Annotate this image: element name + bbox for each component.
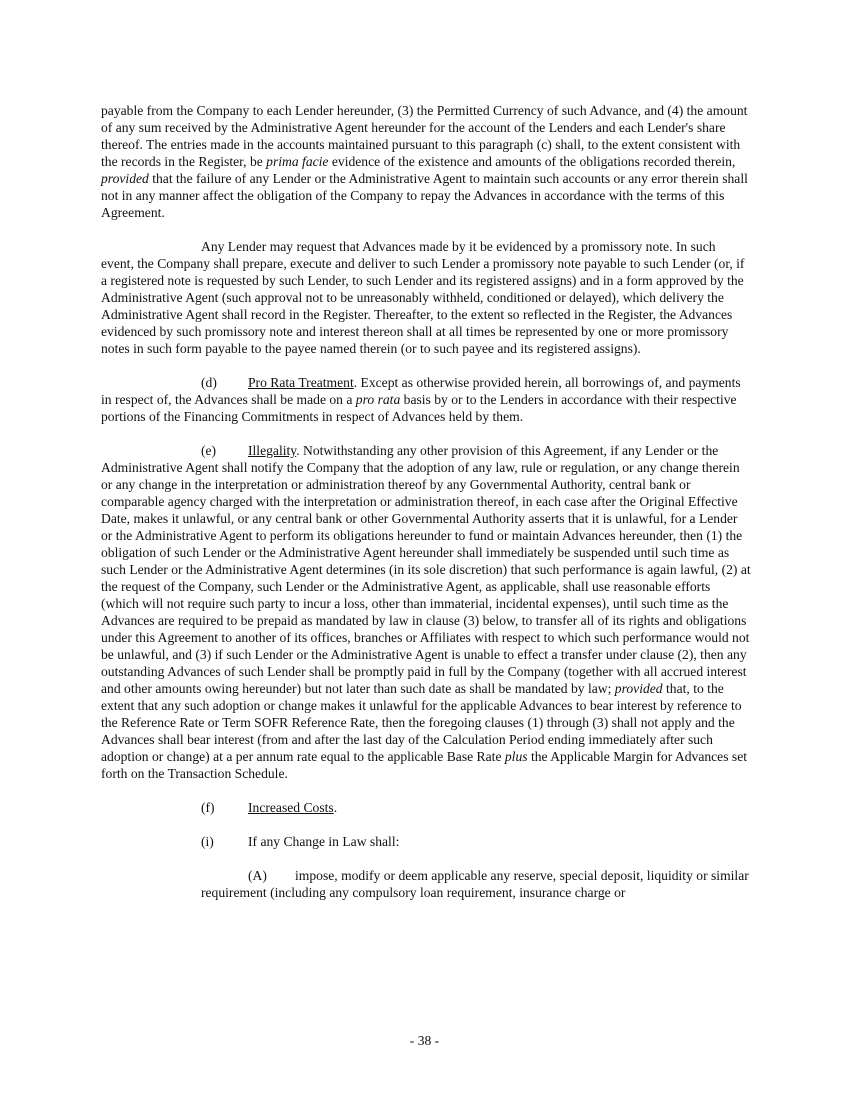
text-run: . Notwithstanding any other provision of this Agreement, if any Lender or the Administrative Agent shall notify the Company that the adoption of any law, rule or regulation, or any change therein or any change in the interpretation or administration thereof by any Governmental Authority, central bank or comparable agency charged with the interpretation or administration thereof, in each case after the Original Effective Date, makes it unlawful, or any central bank or other Governmental Authority asserts that it is unlawful, for a Lender or the Administrative Agent to perform its obligations hereunder to fund or maintain Advances hereunder, then (1) the obligation of such Lender or the Administrative Agent hereunder shall immediately be suspended until such time as such Lender or the Administrative Agent determines (in its sole discretion) that such performance is again lawful, (2) at the request of the Company, such Lender or the Administrative Agent, as applicable, shall use reasonable efforts (which will not require such party to incur a loss, other than immaterial, incidental expenses), until such time as the Advances are required to be prepaid as mandated by law in clause (3) below, to transfer all of its rights and obligations under this Agreement to another of its offices, branches or Affiliates with respect to which such performance would not be unlawful, and (3) if such Lender or the Administrative Agent is unable to effect a transfer under clause (2), then any outstanding Advances of such Lender shall be promptly paid in full by the Company (together with all accrued interest and other amounts owing hereunder) but not later than such date as shall be mandated by law; (101, 443, 751, 696)
italic-term: plus (504, 749, 528, 764)
heading-punctuation: . (333, 800, 338, 815)
section-e-illegality (101, 442, 751, 782)
section-heading: Increased Costs (248, 800, 334, 815)
paragraph-register-entries (101, 102, 751, 221)
section-heading: Pro Rata Treatment (248, 375, 354, 390)
text-run: payable from the Company to each Lender hereunder, (3) the Permitted Currency of such Advance, and (4) the amount of any sum received by the Administrative Agent hereunder for the account of the Lenders and each Lender's share thereof. The entries made in the accounts maintained pursuant to this paragraph (c) shall, to the extent consistent with the records in the Register, be (101, 103, 748, 169)
clause-A (201, 867, 751, 901)
italic-term: provided (614, 681, 663, 696)
italic-term: provided (101, 171, 149, 186)
text-run: that, to the extent that any such adoption or change makes it unlawful for the applicable Advances to bear interest by reference to the Reference Rate or Term SOFR Reference Rate, then the foregoing clauses (1) through (3) shall not apply and the Advances shall bear interest (from and after the last day of the Calculation Period ending immediately after such adoption or change) at a per annum rate equal to the applicable Base Rate (101, 681, 742, 764)
paragraph-promissory-note: Any Lender may request that Advances made by it be evidenced by a promissory note. In such event, the Company shall prepare, execute and deliver to such Lender a promissory note payable to such Lender (or, if a registered note is requested by such Lender, to such Lender and its registered assigns) and in a form approved by the Administrative Agent (such approval not to be unreasonably withheld, conditioned or delayed), which delivery the Administrative Agent shall record in the Register. Thereafter, to the extent so reflected in the Register, the Advances evidenced by such promissory note and interest thereon shall at all times be represented by one or more promissory notes in such form payable to the payee named therein (or to such payee and its registered assigns). (101, 239, 745, 356)
text-run: that the failure of any Lender or the Administrative Agent to maintain such accounts or any error therein shall not in any manner affect the obligation of the Company to repay the Advances in accordance with the terms of this Agreement. (101, 171, 748, 220)
text-run: basis by or to the Lenders in accordance with their respective portions of the Financing Commitments in respect of Advances held by them. (101, 392, 737, 424)
italic-term: pro rata (355, 392, 401, 407)
section-d-pro-rata (101, 374, 751, 425)
section-f-heading (201, 799, 751, 816)
text-run: evidence of the existence and amounts of the obligations recorded therein, (328, 154, 736, 169)
subsection-i (201, 833, 751, 850)
italic-term: prima facie (266, 154, 329, 169)
text-run: If any Change in Law shall: (248, 834, 400, 849)
section-heading: Illegality (248, 443, 297, 458)
text-run: impose, modify or deem applicable any reserve, special deposit, liquidity or similar requirement (including any compulsory loan requirement, insurance charge or (201, 868, 749, 900)
clause-number: (A) (248, 868, 267, 883)
text-run: the Applicable Margin for Advances set forth on the Transaction Schedule. (101, 749, 748, 781)
page-number: - 38 - (409, 1033, 440, 1048)
section-number: (f) (201, 800, 215, 815)
subsection-number: (i) (201, 834, 214, 849)
section-number: (d) (201, 375, 217, 390)
section-number: (e) (201, 443, 217, 458)
document-body (101, 102, 751, 901)
text-run: . Except as otherwise provided herein, all borrowings of, and payments in respect of, the Advances shall be made on a (101, 375, 741, 407)
